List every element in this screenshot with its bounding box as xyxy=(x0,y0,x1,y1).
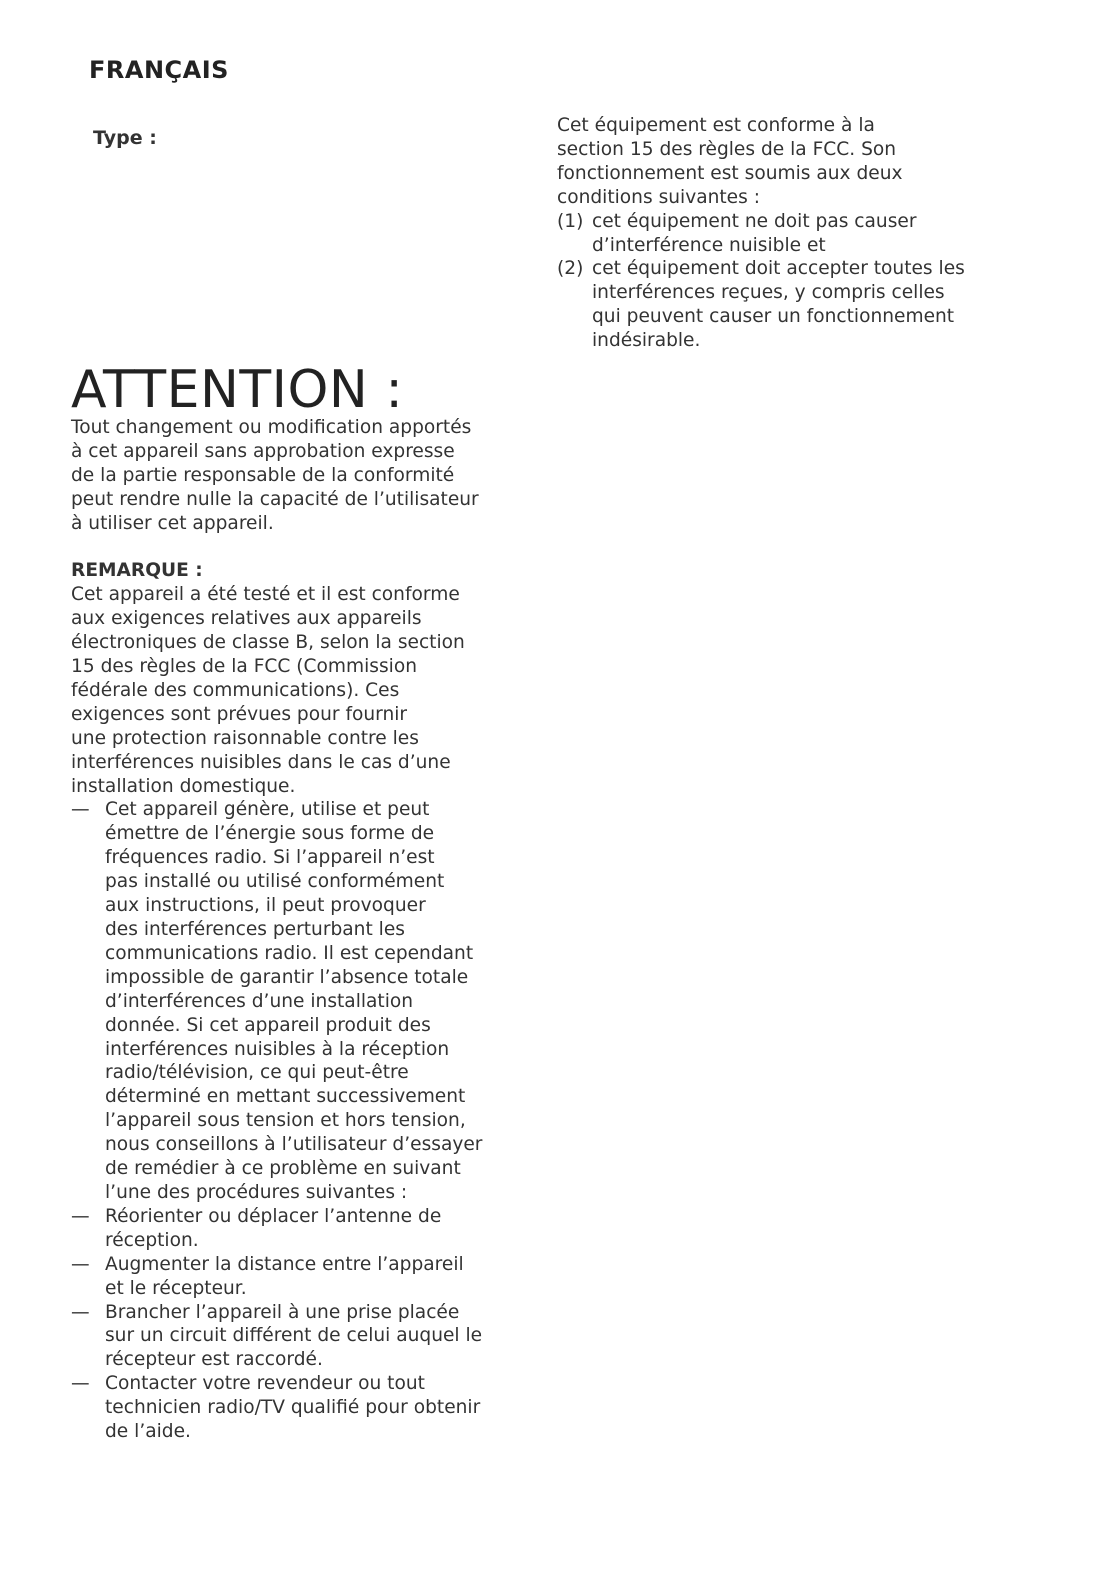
dash-item-line: de l’aide. xyxy=(105,1421,191,1443)
remark-line: exigences sont prévues pour fournir xyxy=(71,703,408,725)
condition-line: interférences reçues, y compris celles xyxy=(592,282,945,304)
remark-title: REMARQUE : xyxy=(71,560,203,582)
condition-line: qui peuvent causer un fonctionnement xyxy=(592,306,955,328)
fcc-intro-line: fonctionnement est soumis aux deux xyxy=(557,162,903,184)
condition-number: (2) xyxy=(557,258,584,280)
dash-item-line: radio/télévision, ce qui peut-être xyxy=(105,1062,409,1084)
dash-item-line: Augmenter la distance entre l’appareil xyxy=(105,1253,464,1275)
condition-line: indésirable. xyxy=(592,330,701,352)
dash-list-item xyxy=(71,798,541,1204)
dash-item-line: interférences nuisibles à la réception xyxy=(105,1038,450,1060)
fcc-intro-line: section 15 des règles de la FCC. Son xyxy=(557,138,897,160)
remark-line: interférences nuisibles dans le cas d’une xyxy=(71,751,451,773)
remark-line: installation domestique. xyxy=(71,775,296,797)
dash-item-line: Contacter votre revendeur ou tout xyxy=(105,1373,425,1395)
remark-line: aux exigences relatives aux appareils xyxy=(71,608,422,630)
remark-line: 15 des règles de la FCC (Commission xyxy=(71,656,417,678)
attention-line: Tout changement ou modification apportés xyxy=(71,417,472,438)
remark-line: fédérale des communications). Ces xyxy=(71,679,400,701)
dash-item-line: fréquences radio. Si l’appareil n’est xyxy=(105,847,435,869)
dash-item-line: réception. xyxy=(105,1229,199,1251)
condition-line: d’interférence nuisible et xyxy=(592,234,826,256)
numbered-condition xyxy=(557,257,1027,353)
condition-number: (1) xyxy=(557,210,584,232)
attention-line: à utiliser cet appareil. xyxy=(71,512,274,534)
dash-item-line: aux instructions, il peut provoquer xyxy=(105,895,426,917)
dash-list-item xyxy=(71,1253,541,1301)
type-label: Type : xyxy=(93,127,157,149)
dash-item-line: et le récepteur. xyxy=(105,1277,247,1299)
dash-item-line: déterminé en mettant successivement xyxy=(105,1086,466,1108)
dash-item-line: l’appareil sous tension et hors tension, xyxy=(105,1110,466,1132)
dash-item-line: impossible de garantir l’absence totale xyxy=(105,966,469,988)
right-column xyxy=(557,114,1027,353)
dash-item-line: émettre de l’énergie sous forme de xyxy=(105,823,435,845)
attention-line: peut rendre nulle la capacité de l’utilisateur xyxy=(71,488,479,510)
dash-list-item xyxy=(71,1205,541,1253)
dash-item-line: de remédier à ce problème en suivant xyxy=(105,1158,461,1180)
left-column xyxy=(71,360,541,1444)
dash-list-item xyxy=(71,1301,541,1373)
condition-line: cet équipement doit accepter toutes les xyxy=(592,258,965,280)
remark-text xyxy=(71,583,541,798)
condition-line: cet équipement ne doit pas causer xyxy=(592,210,917,232)
dash-bullet: — xyxy=(71,1301,90,1323)
numbered-condition xyxy=(557,210,1027,258)
attention-title: ATTENTION : xyxy=(71,360,404,420)
dash-item-line: des interférences perturbant les xyxy=(105,919,405,941)
language-heading: FRANÇAIS xyxy=(89,56,229,84)
fcc-intro-line: Cet équipement est conforme à la xyxy=(557,115,875,136)
attention-line: de la partie responsable de la conformité xyxy=(71,464,455,486)
dash-bullet: — xyxy=(71,799,90,821)
remark-line: électroniques de classe B, selon la section xyxy=(71,632,465,654)
dash-item-line: d’interférences d’une installation xyxy=(105,990,414,1012)
dash-item-line: récepteur est raccordé. xyxy=(105,1349,323,1371)
dash-item-line: sur un circuit différent de celui auquel le xyxy=(105,1325,483,1347)
remark-line: Cet appareil a été testé et il est conforme xyxy=(71,584,460,606)
dash-item-line: Cet appareil génère, utilise et peut xyxy=(105,799,430,821)
dash-item-line: technicien radio/TV qualifié pour obtenir xyxy=(105,1397,481,1419)
attention-line: à cet appareil sans approbation expresse xyxy=(71,440,455,462)
fcc-intro xyxy=(557,114,1027,210)
dash-item-line: Réorienter ou déplacer l’antenne de xyxy=(105,1205,442,1227)
fcc-intro-line: conditions suivantes : xyxy=(557,186,760,208)
dash-bullet: — xyxy=(71,1205,90,1227)
dash-item-line: l’une des procédures suivantes : xyxy=(105,1181,408,1203)
dash-bullet: — xyxy=(71,1373,90,1395)
remark-line: une protection raisonnable contre les xyxy=(71,727,419,749)
dash-bullet: — xyxy=(71,1253,90,1275)
dash-item-line: communications radio. Il est cependant xyxy=(105,942,474,964)
dash-item-line: Brancher l’appareil à une prise placée xyxy=(105,1301,460,1323)
dash-list-item xyxy=(71,1372,541,1444)
dash-item-line: donnée. Si cet appareil produit des xyxy=(105,1014,431,1036)
attention-text xyxy=(71,416,541,536)
dash-item-line: pas installé ou utilisé conformément xyxy=(105,871,445,893)
dash-item-line: nous conseillons à l’utilisateur d’essayer xyxy=(105,1134,483,1156)
